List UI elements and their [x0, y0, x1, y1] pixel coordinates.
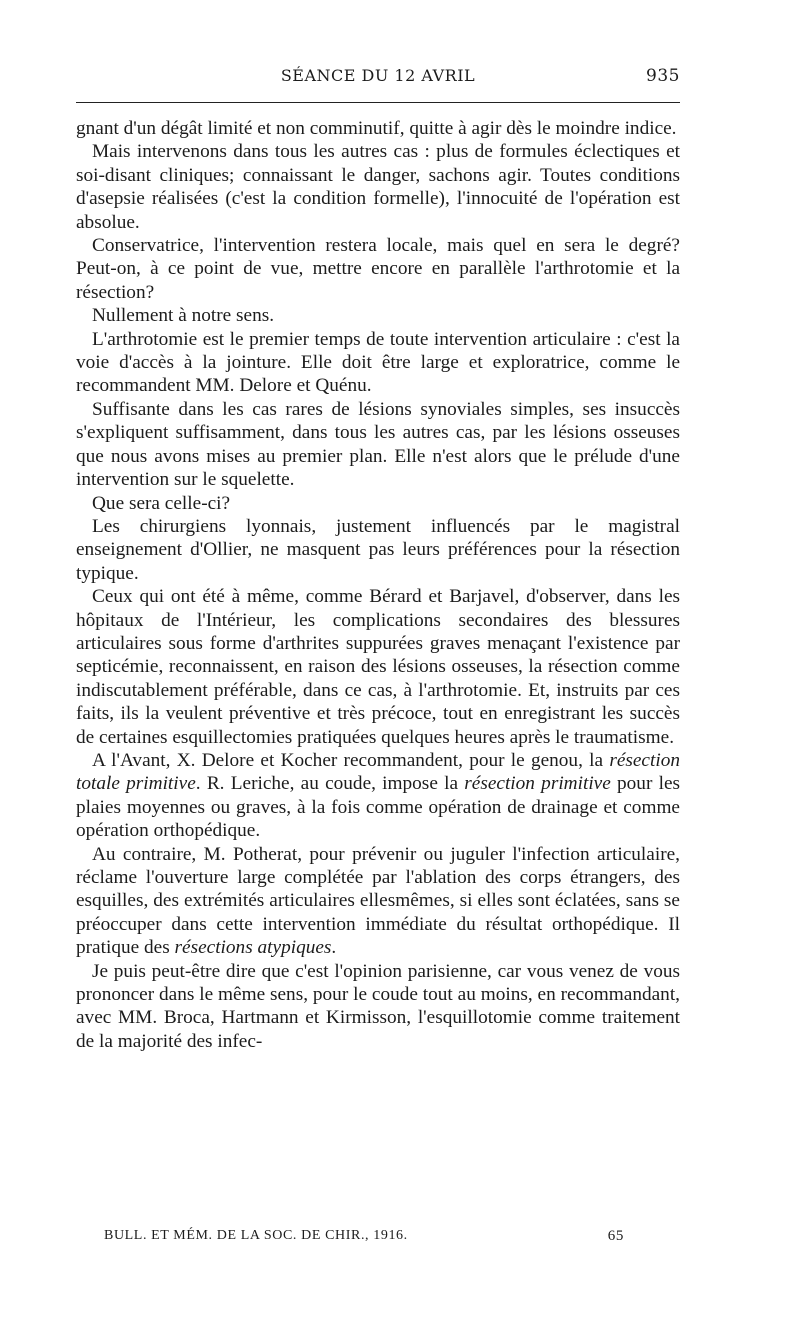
- text-run: Au contraire, M. Potherat, pour prévenir ou juguler l'infection articulaire, réclame l'ouverture large complétée par l'ablation des corps étrangers, des esquilles, des extrémités articulaires ellesmêmes, si elles sont éclatées, sans se préoccuper dans cette intervention immédiate du résultat orthopédique. Il pratique des: [76, 843, 680, 959]
- italic-text: résection totale primitive: [76, 749, 680, 795]
- paragraph: [76, 492, 680, 515]
- text-run: A l'Avant, X. Delore et Kocher recommandent, pour le genou, la: [92, 749, 610, 771]
- paragraph: [76, 398, 680, 492]
- text-run: Ceux qui ont été à même, comme Bérard et Barjavel, d'observer, dans les hôpitaux de l'Intérieur, les complications secondaires des blessures articulaires sous forme d'arthrites suppurées graves menaçant l'existence par septicémie, reconnaissent, en raison des lésions osseuses, la résection comme indiscutablement préférable, dans ce cas, à l'arthrotomie. Et, instruits par ces faits, ils la veulent préventive et très précoce, tout en enregistrant les succès de certaines esquillectomies pratiquées quelques heures après le traumatisme.: [76, 586, 680, 748]
- paragraph: [76, 515, 680, 585]
- text-run: pour les plaies moyennes ou graves, à la fois comme opération de drainage et comme opération orthopédique.: [76, 773, 681, 842]
- paragraph: [76, 234, 680, 304]
- text-run: . R. Leriche, au coude, impose la: [195, 773, 465, 795]
- footer: [104, 1228, 624, 1250]
- signature-mark: 65: [607, 1228, 624, 1244]
- text-run: L'arthrotomie est le premier temps de toute intervention articulaire : c'est la voie d'accès à la jointure. Elle doit être large et exploratrice, comme le recommandent MM. Delore et Quénu.: [76, 328, 680, 397]
- text-run: .: [331, 937, 337, 959]
- footer-citation: BULL. ET MÉM. DE LA SOC. DE CHIR., 1916.: [104, 1228, 408, 1243]
- paragraph: [76, 140, 680, 234]
- body-text: [76, 117, 680, 1053]
- header-title: SÉANCE DU 12 AVRIL: [280, 66, 476, 85]
- text-run: Je puis peut-être dire que c'est l'opinion parisienne, car vous venez de vous prononcer dans le même sens, pour le coude tout au moins, en recommandant, avec MM. Broca, Hartmann et Kirmisson, l'esquillotomie comme traitement de la majorité des infec-: [76, 960, 680, 1052]
- text-run: Les chirurgiens lyonnais, justement influencés par le magistral enseignement d'Ollier, ne masquent pas leurs préférences pour la résection typique.: [76, 515, 680, 584]
- text-run: Mais intervenons dans tous les autres cas : plus de formules éclectiques et soi-disant cliniques; connaissant le danger, sachons agir. Toutes conditions d'asepsie réalisées (c'est la condition formelle), l'innocuité de l'opération est absolue.: [76, 141, 680, 233]
- paragraph: [76, 960, 680, 1054]
- paragraph: [76, 304, 680, 327]
- text-run: Conservatrice, l'intervention restera locale, mais quel en sera le degré? Peut-on, à ce point de vue, mettre encore en parallèle l'arthrotomie et la résection?: [76, 235, 680, 303]
- paragraph: [76, 117, 680, 140]
- page-number: 935: [646, 66, 680, 86]
- paragraph: [76, 585, 680, 749]
- paragraph: [76, 328, 680, 398]
- header-rule: [76, 102, 680, 103]
- text-run: Nullement à notre sens.: [92, 305, 275, 327]
- paragraph: [76, 843, 680, 960]
- italic-text: résections atypiques: [174, 937, 332, 959]
- text-run: gnant d'un dégât limité et non comminutif, quitte à agir dès le moindre indice.: [76, 118, 677, 139]
- paragraph: [76, 749, 680, 843]
- running-header: [76, 60, 680, 90]
- italic-text: résection primitive: [464, 773, 611, 795]
- text-run: Suffisante dans les cas rares de lésions synoviales simples, ses insuccès s'expliquent suffisamment, dans tous les autres cas, par les lésions osseuses que nous avons mises au premier plan. Elle n'est alors que le prélude d'une intervention sur le squelette.: [76, 398, 680, 491]
- text-run: Que sera celle-ci?: [92, 492, 231, 514]
